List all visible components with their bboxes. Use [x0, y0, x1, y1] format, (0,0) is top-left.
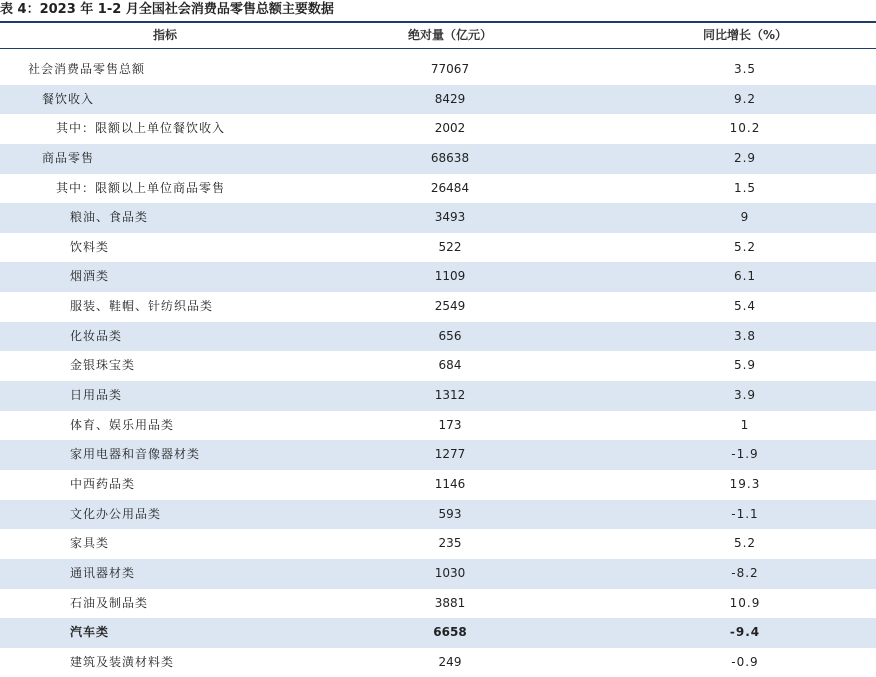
- row-value: 1146: [434, 476, 466, 491]
- row-growth: 1: [740, 417, 750, 432]
- table-row: [0, 55, 876, 85]
- row-name: 体育、娱乐用品类: [70, 417, 175, 432]
- table-row: [0, 85, 876, 115]
- row-name: 家具类: [70, 536, 110, 551]
- table-row: [0, 144, 876, 174]
- row-name: 化妆品类: [70, 328, 123, 343]
- row-growth: 19.3: [729, 476, 761, 491]
- row-value: 2002: [434, 121, 466, 136]
- row-name: 商品零售: [42, 150, 95, 165]
- row-growth: 5.9: [733, 358, 757, 373]
- table-row: [0, 500, 876, 530]
- row-growth: -9.4: [729, 625, 761, 640]
- table-row: [0, 440, 876, 470]
- row-value: 2549: [434, 299, 466, 314]
- row-value: 1312: [434, 388, 466, 403]
- header-growth: 同比增长（%）: [702, 28, 788, 42]
- row-growth: -1.9: [731, 447, 759, 462]
- table-row: [0, 262, 876, 292]
- row-value: 26484: [430, 180, 470, 195]
- table-row: [0, 589, 876, 619]
- row-growth: 3.5: [733, 62, 757, 76]
- row-value: 249: [438, 654, 462, 669]
- row-value: 3881: [434, 595, 466, 610]
- row-name: 日用品类: [70, 388, 123, 403]
- row-name: 服装、鞋帽、针纺织品类: [70, 299, 214, 314]
- table-row: [0, 470, 876, 500]
- row-name: 汽车类: [70, 625, 110, 640]
- table-body: [0, 55, 876, 677]
- table-row: [0, 648, 876, 677]
- row-growth: 3.9: [733, 388, 757, 403]
- table-row: [0, 203, 876, 233]
- row-name: 建筑及装潢材料类: [70, 654, 175, 669]
- row-growth: 9: [740, 210, 750, 225]
- row-name: 粮油、食品类: [70, 210, 149, 225]
- row-name: 其中：限额以上单位餐饮收入: [56, 121, 226, 136]
- row-value: 77067: [430, 62, 470, 76]
- row-value: 173: [438, 417, 462, 432]
- row-growth: 10.2: [729, 121, 761, 136]
- row-name: 通讯器材类: [70, 565, 136, 580]
- table-row: [0, 529, 876, 559]
- row-growth: 1.5: [733, 180, 757, 195]
- row-value: 522: [438, 239, 462, 254]
- row-value: 1030: [434, 565, 466, 580]
- table-row: [0, 174, 876, 204]
- row-growth: 5.2: [733, 239, 757, 254]
- row-name: 饮料类: [70, 239, 110, 254]
- table-row: [0, 292, 876, 322]
- table-row: [0, 322, 876, 352]
- table-row: [0, 618, 876, 648]
- row-growth: 2.9: [733, 150, 757, 165]
- row-growth: 6.1: [733, 269, 757, 284]
- table-row: [0, 114, 876, 144]
- row-name: 社会消费品零售总额: [28, 62, 146, 76]
- row-growth: 5.2: [733, 536, 757, 551]
- row-name: 石油及制品类: [70, 595, 149, 610]
- table-header: [0, 23, 876, 48]
- row-value: 3493: [434, 210, 466, 225]
- row-value: 6658: [433, 625, 467, 640]
- row-name: 其中：限额以上单位商品零售: [56, 180, 226, 195]
- row-name: 餐饮收入: [42, 91, 95, 106]
- header-indicator: 指标: [152, 28, 177, 42]
- row-value: 235: [438, 536, 462, 551]
- row-growth: 5.4: [733, 299, 757, 314]
- row-value: 656: [438, 328, 462, 343]
- table-row: [0, 233, 876, 263]
- table-row: [0, 351, 876, 381]
- header-absolute: 绝对量（亿元）: [407, 28, 492, 42]
- table-caption: 表 4：2023 年 1-2 月全国社会消费品零售总额主要数据: [0, 2, 334, 17]
- row-name: 中西药品类: [70, 476, 136, 491]
- row-value: 1109: [434, 269, 466, 284]
- row-growth: 9.2: [733, 91, 757, 106]
- table-row: [0, 381, 876, 411]
- row-growth: -0.9: [731, 654, 759, 669]
- table-row: [0, 559, 876, 589]
- row-value: 1277: [434, 447, 466, 462]
- row-growth: -1.1: [731, 506, 759, 521]
- row-growth: 10.9: [729, 595, 761, 610]
- row-value: 68638: [430, 150, 470, 165]
- table-header-rule: [0, 48, 876, 49]
- row-growth: -8.2: [731, 565, 759, 580]
- row-value: 8429: [434, 91, 466, 106]
- row-value: 684: [438, 358, 462, 373]
- row-growth: 3.8: [733, 328, 757, 343]
- row-name: 文化办公用品类: [70, 506, 162, 521]
- row-name: 金银珠宝类: [70, 358, 136, 373]
- row-name: 家用电器和音像器材类: [70, 447, 201, 462]
- row-value: 593: [438, 506, 462, 521]
- row-name: 烟酒类: [70, 269, 110, 284]
- table-row: [0, 411, 876, 441]
